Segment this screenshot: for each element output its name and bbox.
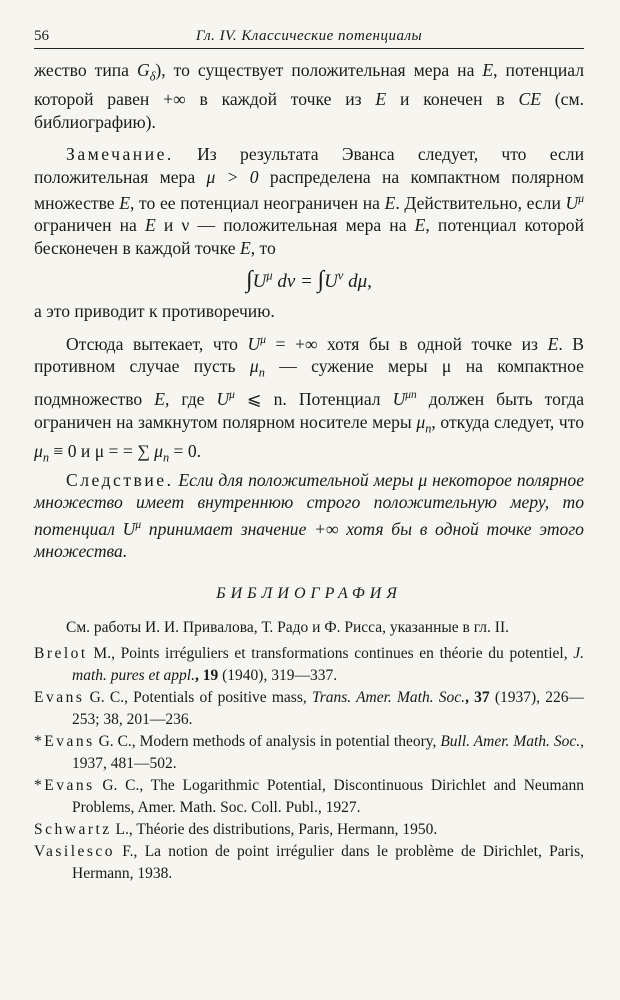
integral-formula: $\int U^\mu$ $d\nu = \int U^\nu$ dμ, <box>246 267 372 294</box>
bib-entry: Brelot M., Points irréguliers et transformations continues en théorie du potentiel, J. math. pures et appl., 19 (1940), 319—337. <box>34 644 584 684</box>
bib-entry: Vasilesco F., La notion de point irrégulier dans le problème de Dirichlet, Paris, Hermann, 1938. <box>34 842 584 882</box>
corollary-label: Следствие. <box>66 469 174 490</box>
page-number: 56 <box>34 28 49 44</box>
corollary-paragraph: Следствие. Если для положительной меры μ некоторое полярное множество имеет внутреннюю строго положительную меру, то потенциал $U^\mu$ принимает значение +∞ хотя бы в одной точке этого множества. <box>34 469 584 561</box>
remark-paragraph: Замечание. Из результата Эванса следует, что если положительная мера μ > 0 распределена на компактном полярном множестве E, то ее потенциал неограничен на E. Действительно, если $U^\mu$ ограничен на E и ν — положительная мера на E, потенциал которой бесконечен в каждой точке E, то <box>34 144 584 258</box>
bibliography-title: БИБЛИОГРАФИЯ <box>216 584 402 602</box>
running-title: Гл. IV. Классические потенциалы <box>195 28 423 44</box>
bib-entry: Schwartz L., Théorie des distributions, Paris, Hermann, 1950. <box>34 820 438 838</box>
page-header <box>34 28 584 49</box>
remark-label: Замечание. <box>66 144 174 165</box>
bibliography <box>34 617 584 885</box>
bib-entry: *Evans G. C., The Logarithmic Potential, Discontinuous Dirichlet and Neumann Problems, Amer. Math. Soc. Coll. Publ., 1927. <box>34 776 584 816</box>
paragraph-1: жество типа $G_\delta$), то существует положительная мера на E, потенциал которой равен +∞ в каждой точке из E и конечен в CE (см. библиографию). <box>34 60 584 132</box>
book-page <box>34 28 584 885</box>
bib-entry: Evans G. C., Potentials of positive mass, Trans. Amer. Math. Soc., 37 (1937), 226—253; 38, 201—236. <box>34 688 584 728</box>
paragraph-4: Отсюда вытекает, что $U^\mu$ = +∞ хотя бы в одной точке из E. В противном случае пусть $\mu_n$ — сужение меры μ на компактное подмножество E, где $U^\mu$ ⩽ n. Потенциал $U^{\mu n}$ должен быть тогда ограничен на замкнутом полярном носителе меры $\mu_n$, откуда следует, что $\mu_n \equiv 0$ и μ = = ∑ $\mu_n = 0$. <box>34 333 585 465</box>
paragraph-3: а это приводит к противоречию. <box>34 301 275 322</box>
bib-entry: *Evans G. C., Modern methods of analysis in potential theory, Bull. Amer. Math. Soc., 1937, 481—502. <box>34 732 584 772</box>
bibliography-intro: См. работы И. И. Привалова, Т. Радо и Ф. Рисса, указанные в гл. II. <box>66 618 509 636</box>
